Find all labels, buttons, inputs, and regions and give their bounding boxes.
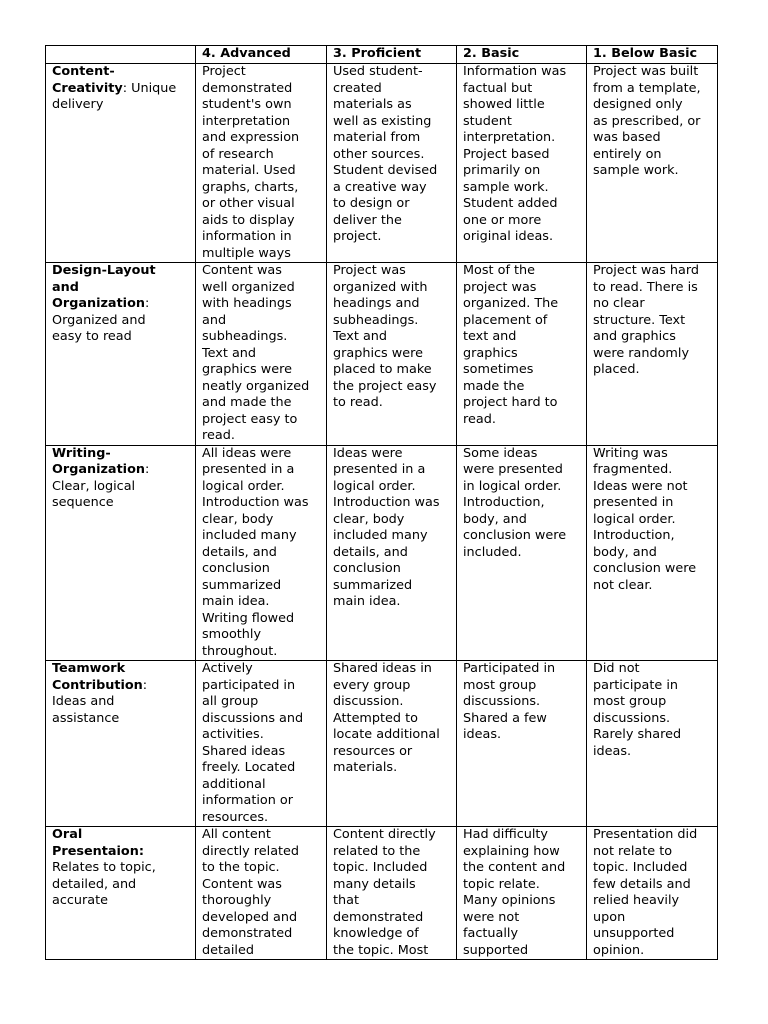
header-row: [46, 46, 718, 64]
cell-text: All content directly related to the topic. Content was thoroughly developed and demonstrated detailed: [202, 827, 300, 958]
cell-text: Writing was fragmented. Ideas were not presented in logical order. Introduction, body, and conclusion were not clear.: [593, 445, 697, 593]
rubric-cell: [196, 827, 327, 960]
header-corner: [46, 46, 196, 64]
rubric-cell: [196, 445, 327, 661]
rubric-cell: [457, 263, 587, 446]
criterion-cell: [46, 263, 196, 446]
header-advanced: 4. Advanced: [196, 46, 327, 64]
cell-text: Project was organized with headings and subheadings. Text and graphics were placed to make the project easy to read.: [333, 263, 437, 410]
rubric-cell: [327, 64, 457, 263]
criterion-title: Content- Creativity: [52, 64, 123, 96]
rubric-cell: [457, 445, 587, 661]
rubric-cell: [327, 827, 457, 960]
criterion-desc: : Ideas and assistance: [52, 677, 148, 726]
rubric-cell: [457, 827, 587, 960]
rubric-cell: [587, 661, 718, 827]
cell-text: Participated in most group discussions. Shared a few ideas.: [463, 661, 556, 742]
rubric-cell: [587, 827, 718, 960]
rubric-cell: [457, 661, 587, 827]
criterion-desc: : Organized and easy to read: [52, 296, 150, 344]
criterion-title: Writing- Organization: [52, 445, 145, 477]
rubric-cell: [196, 263, 327, 446]
rubric-cell: [587, 263, 718, 446]
criterion-title: Design-Layout and Organization: [52, 263, 156, 311]
cell-text: Project demonstrated student's own interpretation and expression of research material. Used graphs, charts, or other visual aids to display information in multiple ways: [202, 64, 300, 261]
table-row: [46, 263, 718, 446]
criterion-title: Teamwork Contribution: [52, 661, 143, 693]
rubric-cell: [196, 661, 327, 827]
cell-text: Project was built from a template, designed only as prescribed, or was based entirely on sample work.: [593, 64, 701, 178]
table-row: [46, 827, 718, 960]
cell-text: Presentation did not relate to topic. Included few details and relied heavily upon unsupported opinion.: [593, 827, 698, 958]
cell-text: All ideas were presented in a logical order. Introduction was clear, body included many details, and conclusion summarized main idea. Writing flowed smoothly throughout.: [202, 445, 309, 659]
header-proficient: 3. Proficient: [327, 46, 457, 64]
criterion-desc: Relates to topic, detailed, and accurate: [52, 860, 156, 908]
cell-text: Content directly related to the topic. Included many details that demonstrated knowledge of the topic. Most: [333, 827, 436, 958]
criterion-cell: [46, 64, 196, 263]
cell-text: Shared ideas in every group discussion. Attempted to locate additional resources or materials.: [333, 661, 440, 775]
cell-text: Some ideas were presented in logical order. Introduction, body, and conclusion were included.: [463, 445, 567, 560]
table-row: [46, 445, 718, 661]
criterion-cell: [46, 445, 196, 661]
rubric-cell: [327, 661, 457, 827]
header-basic: 2. Basic: [457, 46, 587, 64]
rubric-cell: [327, 445, 457, 661]
table-row: [46, 661, 718, 827]
rubric-table: [45, 45, 718, 960]
cell-text: Most of the project was organized. The placement of text and graphics sometimes made the project hard to read.: [463, 263, 559, 427]
cell-text: Actively participated in all group discussions and activities. Shared ideas freely. Located additional information or resources.: [202, 661, 304, 825]
criterion-cell: [46, 827, 196, 960]
cell-text: Project was hard to read. There is no clear structure. Text and graphics were randomly placed.: [593, 263, 700, 377]
header-below-basic: 1. Below Basic: [587, 46, 718, 64]
criterion-desc: : Unique delivery: [52, 80, 177, 112]
cell-text: Used student- created materials as well as existing material from other sources. Student devised a creative way to design or deliver the project.: [333, 64, 438, 244]
cell-text: Information was factual but showed little student interpretation. Project based primarily on sample work. Student added one or more original ideas.: [463, 64, 567, 244]
criterion-title: Oral Presentaion:: [52, 827, 144, 859]
cell-text: Had difficulty explaining how the content and topic relate. Many opinions were not factually supported: [463, 827, 566, 958]
criterion-desc: : Clear, logical sequence: [52, 462, 150, 510]
rubric-cell: [327, 263, 457, 446]
rubric-cell: [587, 64, 718, 263]
rubric-cell: [457, 64, 587, 263]
criterion-cell: [46, 661, 196, 827]
rubric-cell: [587, 445, 718, 661]
cell-text: Ideas were presented in a logical order. Introduction was clear, body included many details, and conclusion summarized main idea.: [333, 445, 440, 609]
rubric-cell: [196, 64, 327, 263]
table-row: [46, 64, 718, 263]
cell-text: Did not participate in most group discussions. Rarely shared ideas.: [593, 661, 682, 759]
cell-text: Content was well organized with headings and subheadings. Text and graphics were neatly organized and made the project easy to read.: [202, 263, 310, 443]
